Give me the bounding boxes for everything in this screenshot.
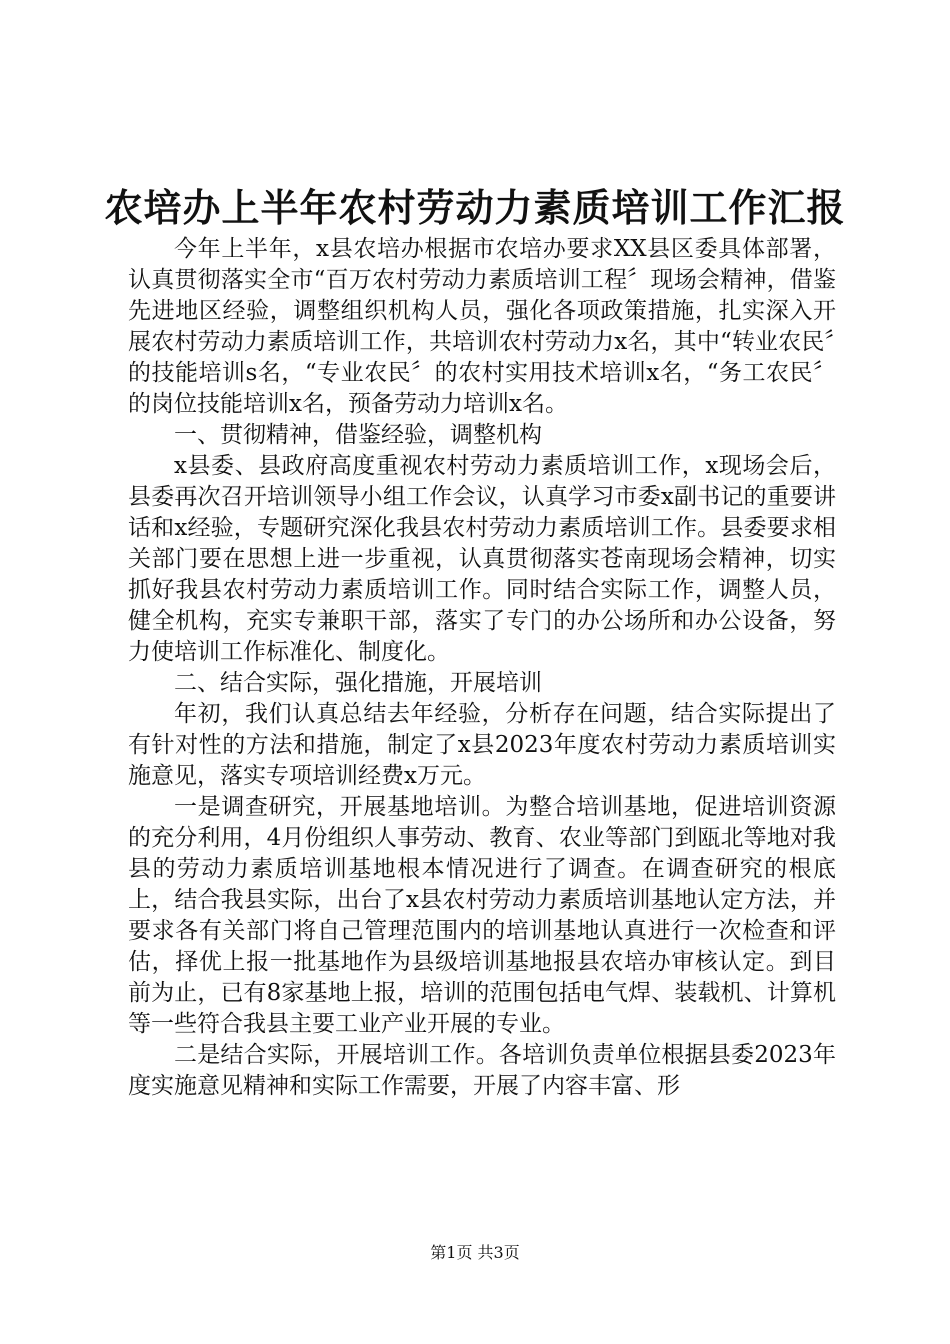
document-title: 农培办上半年农村劳动力素质培训工作汇报 (104, 185, 846, 230)
document-body (128, 234, 836, 1102)
paragraph-section-1: x县委、县政府高度重视农村劳动力素质培训工作，x现场会后，县委再次召开培训领导小组工作会议，认真学习市委x副书记的重要讲话和x经验，专题研究深化我县农村劳动力素质培训工作。县委要求相关部门要在思想上进一步重视，认真贯彻落实苍南现场会精神，切实抓好我县农村劳动力素质培训工作。同时结合实际工作，调整人员，健全机构，充实专兼职干部，落实了专门的办公场所和办公设备，努力使培训工作标准化、制度化。 (128, 453, 836, 665)
paragraph-point-1: 一是调查研究，开展基地培训。为整合培训基地，促进培训资源的充分利用，4月份组织人事劳动、教育、农业等部门到瓯北等地对我县的劳动力素质培训基地根本情况进行了调查。在调查研究的根底上，结合我县实际，出台了x县农村劳动力素质培训基地认定方法，并要求各有关部门将自己管理范围内的培训基地认真进行一次检查和评估，择优上报一批基地作为县级培训基地报县农培办审核认定。到目前为止，已有8家基地上报，培训的范围包括电气焊、装载机、计算机等一些符合我县主要工业产业开展的专业。 (128, 794, 836, 1037)
section-heading-2: 二、结合实际，强化措施，开展培训 (174, 670, 542, 696)
paragraph-intro: 今年上半年，x县农培办根据市农培办要求XX县区委具体部署，认真贯彻落实全市“百万农村劳动力素质培训工程〞现场会精神，借鉴先进地区经验，调整组织机构人员，强化各项政策措施，扎实深入开展农村劳动力素质培训工作，共培训农村劳动力x名，其中“转业农民〞的技能培训s名，“专业农民〞的农村实用技术培训x名，“务工农民〞的岗位技能培训x名，预备劳动力培训x名。 (128, 236, 836, 417)
page-number-footer: 第1页 共3页 (430, 1243, 520, 1262)
paragraph-point-2: 二是结合实际，开展培训工作。各培训负责单位根据县委2023年度实施意见精神和实际工作需要，开展了内容丰富、形 (128, 1042, 836, 1099)
paragraph-section-2: 年初，我们认真总结去年经验，分析存在问题，结合实际提出了有针对性的方法和措施，制定了x县2023年度农村劳动力素质培训实施意见，落实专项培训经费x万元。 (128, 701, 836, 789)
section-heading-1: 一、贯彻精神，借鉴经验，调整机构 (174, 422, 542, 448)
